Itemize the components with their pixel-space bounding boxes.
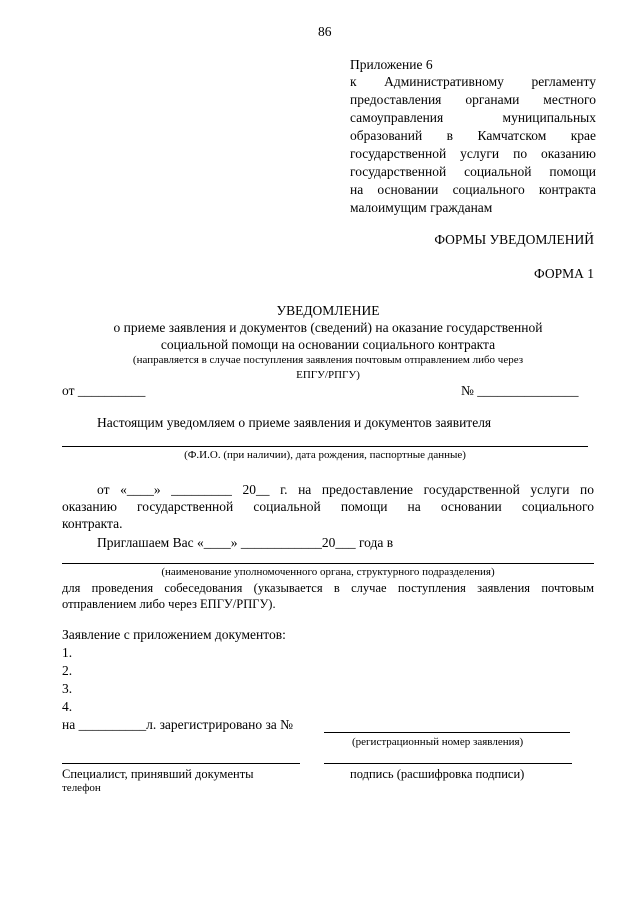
invite-text: Приглашаем Вас «____» ____________20___ года в [97,535,394,550]
reg-blank: __________ [78,717,147,732]
forms-title: ФОРМЫ УВЕДОМЛЕНИЙ [434,232,594,247]
from-blank: __________ [77,383,146,398]
attachment-item: 1. [62,645,73,660]
body-line-3: контракта. [62,516,123,531]
specialist-line [62,763,300,764]
purpose-line-2: отправлением либо через ЕПГУ/РПГУ). [62,597,276,611]
registration-field [62,717,293,733]
reg-on: на [62,717,76,732]
attachment-item: 3. [62,681,73,696]
signature-label: подпись (расшифровка подписи) [350,767,525,781]
number-blank: _______________ [477,383,579,398]
from-label: от [62,383,75,398]
from-field [62,383,145,399]
attachment-item: 4. [62,699,73,714]
reg-text: л. зарегистрировано за № [146,717,294,732]
specialist-label: Специалист, принявший документы [62,767,254,781]
appendix-line: государственной социальной помощи [350,164,596,179]
form-number: ФОРМА 1 [534,266,594,281]
appendix-line: самоуправления муниципальных [350,110,596,125]
fio-caption: (Ф.И.О. (при наличии), дата рождения, паспортные данные) [184,449,466,461]
appendix-title: Приложение 6 [350,57,433,72]
page-number: 86 [318,24,332,39]
reg-caption: (регистрационный номер заявления) [352,736,524,748]
organization-line [62,563,594,564]
applicant-line [62,446,588,447]
notice-subtitle: социальной помощи на основании социального контракта [160,337,496,352]
attachments-label: Заявление с приложением документов: [62,627,286,642]
reg-number-line [324,732,570,733]
number-label: № [461,383,474,398]
attachment-item: 2. [62,663,73,678]
body-line-1: от «____» _________ 20__ г. на предоставление государственной услуги по [97,482,594,497]
number-field [461,383,579,399]
appendix-line: малоимущим гражданам [350,200,493,215]
appendix-line: к Административному регламенту [350,74,596,89]
appendix-line: предоставления органами местного [350,92,596,107]
body-line-2: оказанию государственной социальной помощи на основании социального [62,499,594,514]
appendix-line: государственной услуги по оказанию [350,146,596,161]
phone-label: телефон [62,782,101,794]
notice-subtitle: о приеме заявления и документов (сведений) на оказание государственной [113,320,543,335]
notice-note: (направляется в случае поступления заявления почтовым отправлением либо через [132,354,524,366]
org-caption: (наименование уполномоченного органа, структурного подразделения) [161,566,495,578]
notice-note: ЕПГУ/РПГУ) [296,369,360,381]
purpose-line-1: для проведения собеседования (указывается в случае поступления заявления почтовым [62,581,594,595]
appendix-line: на основании социального контракта [350,182,596,197]
notice-title: УВЕДОМЛЕНИЕ [276,303,380,318]
signature-line [324,763,572,764]
body-line [97,482,594,498]
appendix-line: образований в Камчатском крае [350,128,596,143]
intro-text: Настоящим уведомляем о приеме заявления и документов заявителя [97,415,492,430]
